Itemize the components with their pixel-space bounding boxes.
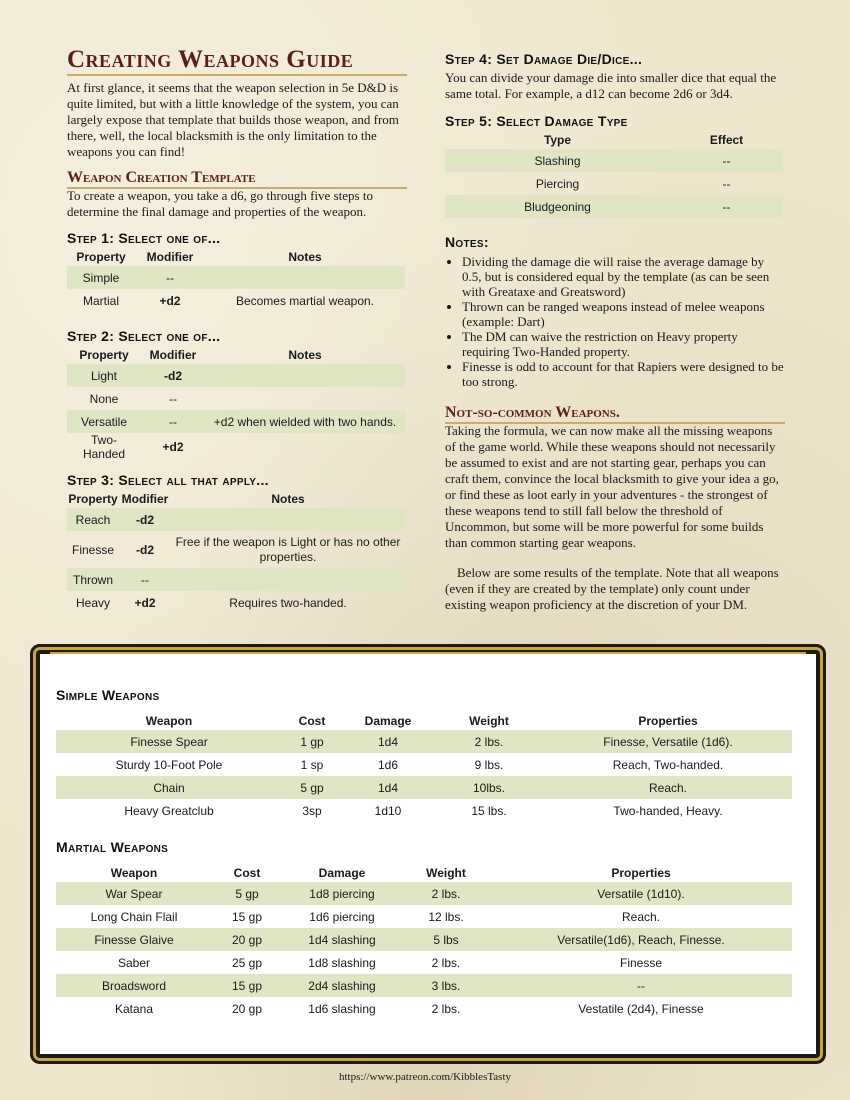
table-row	[56, 974, 792, 997]
cell-damage: 1d10	[374, 803, 402, 818]
table-header-row	[67, 346, 405, 364]
col-header: Notes	[271, 492, 305, 506]
step3-table	[67, 490, 405, 614]
step3-heading: Step 3: Select all that apply...	[67, 472, 269, 488]
cell-property: Heavy	[75, 595, 110, 610]
table-row	[67, 410, 405, 433]
cell-modifier: +d2	[159, 293, 181, 308]
col-header: Weapon	[110, 866, 158, 880]
cell-type: Bludgeoning	[445, 195, 670, 218]
table-row	[67, 289, 405, 312]
cell-weight: 2 lbs.	[431, 955, 461, 970]
table-row	[67, 591, 405, 614]
cell-cost: 15 gp	[212, 974, 282, 997]
intro-paragraph: At first glance, it seems that the weapon selection in 5e D&D is quite limited, but with a little knowledge of the system, you can largely expose that template that builds those weapon, and from there, well, the local blacksmith is the only limitation to the weapons you can find!	[67, 80, 399, 159]
step4-paragraph: You can divide your damage die into smaller dice that equal the same total. For example, a d12 can become 2d6 or 3d4.	[445, 70, 777, 101]
col-header: Notes	[288, 250, 322, 264]
cell-weapon: Katana	[114, 1001, 154, 1016]
template-paragraph: To create a weapon, you take a d6, go through five steps to determine the final damage and properties of the weapon.	[67, 188, 373, 219]
table-row	[67, 364, 405, 387]
cell-damage: 1d4	[342, 776, 434, 799]
cell-weight: 15 lbs.	[471, 803, 507, 818]
cell-properties: Versatile(1d6), Reach, Finesse.	[490, 928, 792, 951]
list-item: • The DM can waive the restriction on Heavy property requiring Two-Handed property.	[462, 329, 786, 359]
cell-weight: 9 lbs.	[474, 757, 504, 772]
col-header: Weight	[426, 866, 466, 880]
cell-weight: 2 lbs.	[431, 1001, 461, 1016]
title-underline	[67, 74, 407, 76]
cell-damage: 1d4 slashing	[282, 928, 402, 951]
step5-table	[445, 131, 783, 218]
list-item: • Thrown can be ranged weapons instead of melee weapons (example: Dart)	[462, 299, 786, 329]
col-header: Weight	[469, 714, 509, 728]
uncommon-heading: Not-so-common Weapons.	[445, 404, 785, 424]
cell-weight: 5 lbs	[402, 928, 490, 951]
cell-type: Slashing	[445, 149, 670, 172]
cell-weapon: War Spear	[56, 882, 212, 905]
col-header: Damage	[364, 714, 412, 728]
cell-damage: 1d8 piercing	[282, 882, 402, 905]
cell-damage: 1d8 slashing	[308, 955, 376, 970]
col-header: Property	[68, 492, 118, 506]
cell-property: Finesse	[71, 542, 115, 557]
cell-weapon: Sturdy 10-Foot Pole	[115, 757, 223, 772]
cell-cost: 1 sp	[300, 757, 324, 772]
notes-heading: Notes:	[445, 234, 489, 250]
step2-heading: Step 2: Select one of...	[67, 328, 221, 344]
step4-heading: Step 4: Set Damage Die/Dice...	[445, 51, 643, 67]
cell-weapon: Finesse Glaive	[56, 928, 212, 951]
cell-property: Reach	[67, 508, 119, 531]
cell-notes	[171, 568, 405, 591]
col-header: Properties	[638, 714, 698, 728]
frame-decoration	[50, 652, 806, 660]
table-header-row	[56, 864, 792, 882]
table-row	[67, 531, 405, 568]
martial-weapons-table	[56, 864, 792, 1020]
table-row	[56, 951, 792, 974]
cell-damage: 2d4 slashing	[282, 974, 402, 997]
cell-cost: 20 gp	[212, 928, 282, 951]
cell-modifier: --	[119, 568, 171, 591]
col-header: Type	[543, 133, 572, 147]
cell-weight: 3 lbs.	[402, 974, 490, 997]
cell-damage: 1d6 slashing	[308, 1001, 376, 1016]
cell-modifier: +d2	[162, 440, 184, 454]
cell-properties: Reach.	[621, 909, 661, 924]
cell-property: Versatile	[67, 410, 141, 433]
cell-properties: Two-handed, Heavy.	[613, 803, 723, 818]
table-header-row	[67, 490, 405, 508]
step5-heading: Step 5: Select Damage Type	[445, 113, 628, 129]
col-header: Cost	[298, 714, 326, 728]
uncommon-paragraph-1: Taking the formula, we can now make all the missing weapons of the game world. While these weapons should not necessarily be assumed to exist and are not starting gear, perhaps you can craft them, convince the local blacksmith to give your idea a go, or find these as loot early in your adventures - the strongest of these weapons tend to still fall below the threshold of Uncommon, but some will be more powerful for some builds than common starting gear weapons.	[445, 423, 779, 550]
cell-property: Light	[67, 364, 141, 387]
cell-property: Martial	[82, 293, 119, 308]
cell-weight: 2 lbs.	[434, 730, 544, 753]
table-row	[67, 433, 405, 461]
cell-cost: 5 gp	[282, 776, 342, 799]
cell-damage: 1d6 piercing	[309, 909, 375, 924]
template-heading: Weapon Creation Template	[67, 169, 407, 189]
col-header: Weapon	[145, 714, 193, 728]
col-header: Modifier	[149, 348, 197, 362]
notes-list	[445, 254, 786, 389]
cell-property: Thrown	[67, 568, 119, 591]
cell-cost: 1 gp	[282, 730, 342, 753]
table-header-row	[445, 131, 783, 149]
cell-weight: 10lbs.	[434, 776, 544, 799]
cell-properties: Versatile (1d10).	[490, 882, 792, 905]
table-row	[56, 905, 792, 928]
cell-modifier: +d2	[134, 595, 156, 610]
cell-weapon: Broadsword	[56, 974, 212, 997]
col-header: Damage	[318, 866, 366, 880]
cell-modifier: -d2	[136, 542, 154, 557]
cell-weapon: Saber	[117, 955, 151, 970]
cell-notes	[171, 508, 405, 531]
cell-cost: 15 gp	[231, 909, 263, 924]
cell-effect: --	[670, 149, 783, 172]
cell-notes	[205, 387, 405, 410]
cell-modifier: --	[135, 266, 205, 289]
cell-properties: Finesse	[619, 955, 663, 970]
cell-properties: Reach, Two-handed.	[612, 757, 724, 772]
cell-modifier: --	[169, 391, 177, 406]
cell-properties: Reach.	[544, 776, 792, 799]
cell-cost: 5 gp	[212, 882, 282, 905]
list-item: • Dividing the damage die will raise the average damage by 0.5, but is considered equal by the template (as can be seen with Greataxe and Greatsword)	[462, 254, 786, 299]
col-header: Effect	[709, 133, 744, 147]
cell-weapon: Long Chain Flail	[90, 909, 178, 924]
martial-weapons-heading: Martial Weapons	[56, 839, 169, 855]
cell-notes: Requires two-handed.	[229, 595, 347, 610]
table-row	[56, 882, 792, 905]
cell-notes	[205, 364, 405, 387]
col-header: Property	[79, 348, 129, 362]
simple-weapons-heading: Simple Weapons	[56, 687, 160, 703]
cell-property: None	[89, 391, 119, 406]
cell-damage: 1d4	[342, 730, 434, 753]
cell-notes: Free if the weapon is Light or has no other properties.	[175, 534, 401, 564]
table-row	[445, 172, 783, 195]
cell-damage: 1d6	[377, 757, 399, 772]
table-header-row	[56, 712, 792, 730]
cell-type: Piercing	[535, 176, 580, 191]
uncommon-paragraph-2: Below are some results of the template. Note that all weapons (even if they are created by the template) only count under existing weapon proficiency at the discretion of your DM.	[445, 565, 779, 612]
cell-property: Two-Handed	[82, 433, 126, 461]
cell-modifier: --	[141, 410, 205, 433]
cell-properties: --	[490, 974, 792, 997]
table-row	[67, 568, 405, 591]
list-item: • Finesse is odd to account for that Rapiers were designed to be too strong.	[462, 359, 786, 389]
col-header: Modifier	[121, 492, 169, 506]
table-row	[56, 928, 792, 951]
table-row	[67, 387, 405, 410]
cell-weight: 2 lbs.	[402, 882, 490, 905]
cell-weapon: Heavy Greatclub	[124, 803, 214, 818]
cell-properties: Vestatile (2d4), Finesse	[578, 1001, 704, 1016]
step2-table	[67, 346, 405, 461]
col-header: Properties	[611, 866, 671, 880]
table-row	[56, 799, 792, 822]
footer-url: https://www.patreon.com/KibblesTasty	[338, 1071, 512, 1083]
simple-weapons-table	[56, 712, 792, 822]
cell-weight: 12 lbs.	[428, 909, 464, 924]
table-row	[56, 997, 792, 1020]
cell-effect: --	[670, 195, 783, 218]
col-header: Cost	[233, 866, 261, 880]
table-row	[445, 195, 783, 218]
cell-modifier: -d2	[119, 508, 171, 531]
cell-notes: +d2 when wielded with two hands.	[205, 410, 405, 433]
cell-weapon: Finesse Spear	[56, 730, 282, 753]
cell-modifier: -d2	[141, 364, 205, 387]
col-header: Notes	[288, 348, 322, 362]
cell-cost: 20 gp	[231, 1001, 263, 1016]
cell-effect: --	[722, 176, 731, 191]
cell-weapon: Chain	[56, 776, 282, 799]
cell-property: Simple	[67, 266, 135, 289]
table-header-row	[67, 248, 405, 266]
page-title: Creating Weapons Guide	[67, 46, 354, 73]
col-header: Modifier	[146, 250, 194, 264]
cell-cost: 25 gp	[231, 955, 263, 970]
table-row	[67, 266, 405, 289]
cell-notes	[205, 266, 405, 289]
table-row	[67, 508, 405, 531]
cell-properties: Finesse, Versatile (1d6).	[544, 730, 792, 753]
cell-notes	[205, 433, 405, 461]
step1-heading: Step 1: Select one of...	[67, 230, 221, 246]
cell-cost: 3sp	[302, 803, 322, 818]
cell-notes: Becomes martial weapon.	[235, 293, 375, 308]
table-row	[56, 730, 792, 753]
col-header: Property	[76, 250, 126, 264]
step1-table	[67, 248, 405, 312]
table-row	[56, 753, 792, 776]
table-row	[445, 149, 783, 172]
table-row	[56, 776, 792, 799]
